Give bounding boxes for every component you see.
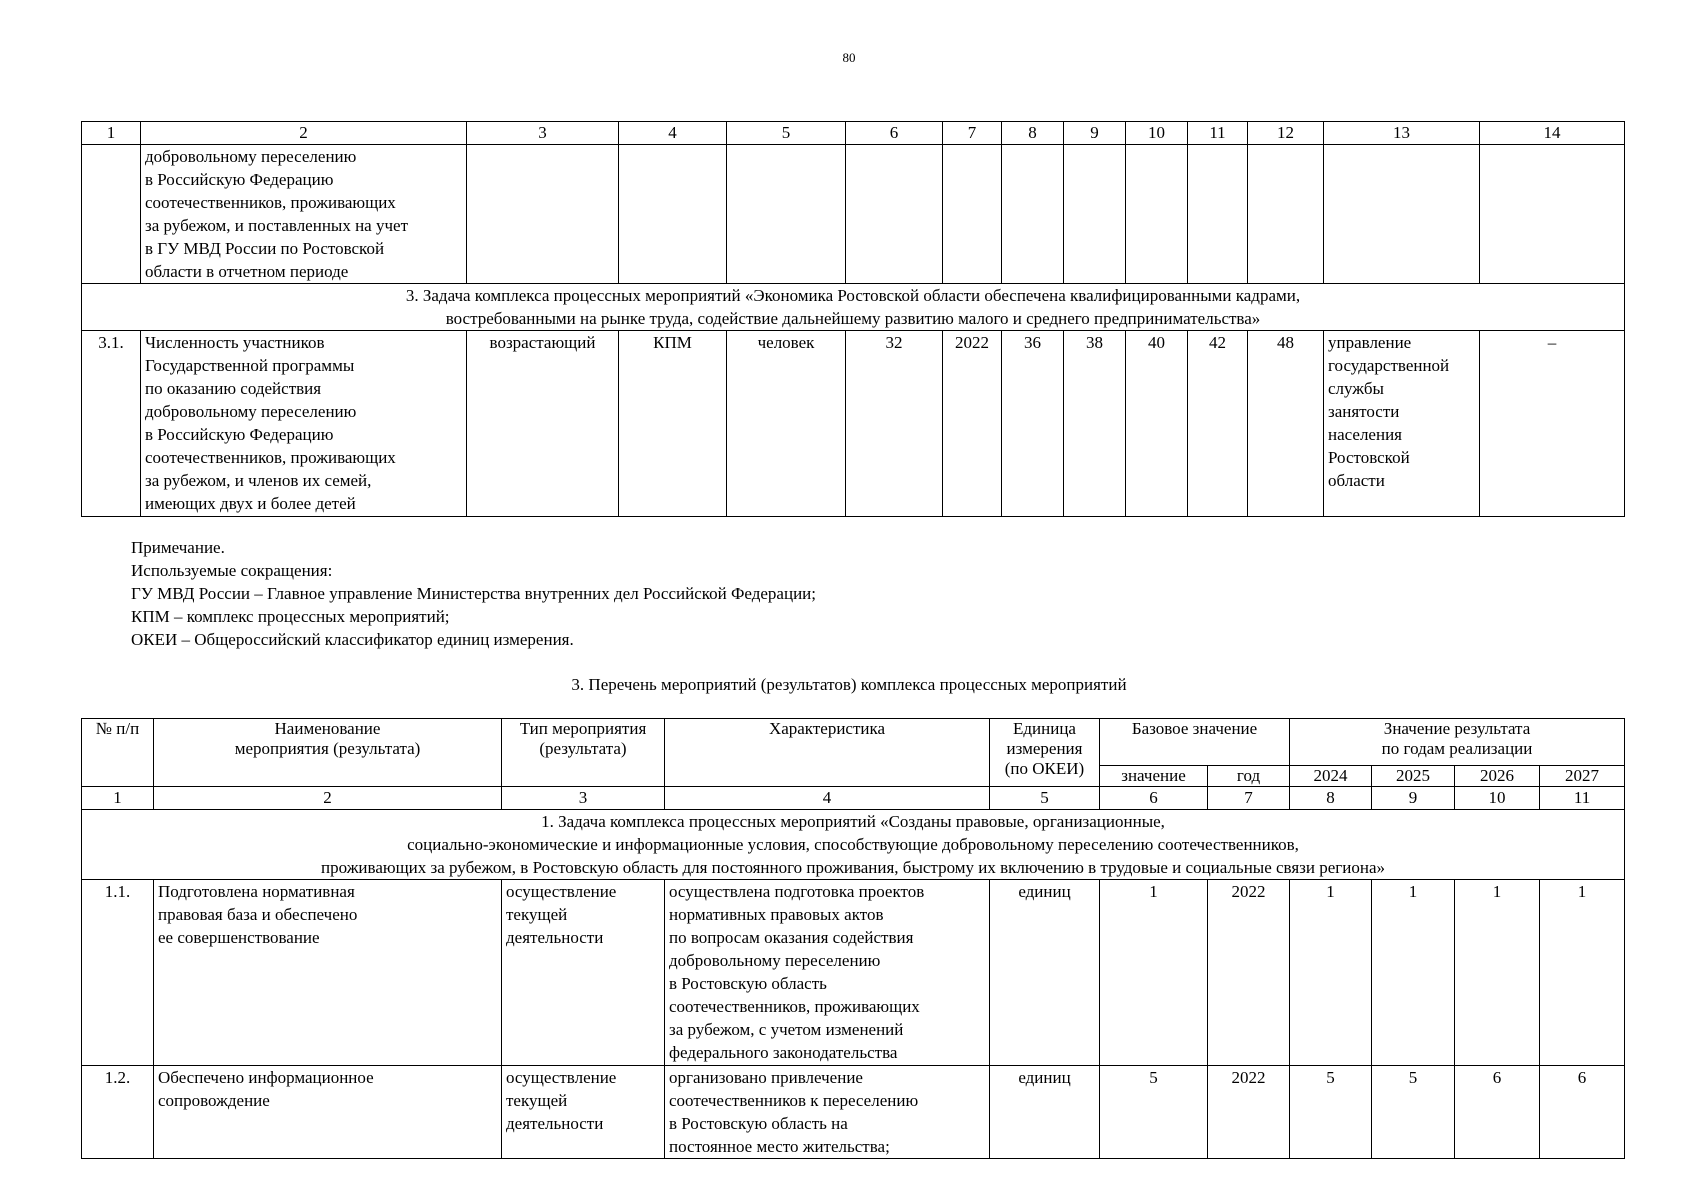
responsible: управление государственной службы занятости населения Ростовской области bbox=[1324, 331, 1480, 517]
direction: возрастающий bbox=[467, 331, 619, 517]
table-row bbox=[82, 1066, 1625, 1159]
column-number-row bbox=[82, 122, 1625, 145]
header-name: Наименование мероприятия (результата) bbox=[154, 719, 502, 787]
column-number: 2 bbox=[154, 787, 502, 810]
task-heading-row bbox=[82, 810, 1625, 880]
value-2024: 5 bbox=[1290, 1066, 1372, 1159]
column-number: 2 bbox=[141, 122, 467, 145]
note-subtitle: Используемые сокращения: bbox=[131, 561, 333, 580]
column-number: 10 bbox=[1126, 122, 1188, 145]
column-number: 1 bbox=[82, 787, 154, 810]
header-characteristic: Характеристика bbox=[665, 719, 990, 787]
column-number: 12 bbox=[1248, 122, 1324, 145]
value-2026: 1 bbox=[1455, 880, 1540, 1066]
column-number: 10 bbox=[1455, 787, 1540, 810]
header-year: 2027 bbox=[1540, 766, 1625, 787]
cell-empty bbox=[1188, 145, 1248, 284]
abbreviation-item: ГУ МВД России – Главное управление Министерства внутренних дел Российской Федерации; bbox=[131, 584, 816, 603]
value-2026: 40 bbox=[1126, 331, 1188, 517]
column-number: 11 bbox=[1188, 122, 1248, 145]
level: КПМ bbox=[619, 331, 727, 517]
column-number: 4 bbox=[619, 122, 727, 145]
indicator-name: добровольному переселению в Российскую Федерацию соотечественников, проживающих за рубежом, и поставленных на учет в ГУ МВД России по Ростовской области в отчетном периоде bbox=[141, 145, 467, 284]
header-base-value: значение bbox=[1100, 766, 1208, 787]
row-number: 3.1. bbox=[82, 331, 141, 517]
column-number: 9 bbox=[1064, 122, 1126, 145]
activity-name: Обеспечено информационное сопровождение bbox=[154, 1066, 502, 1159]
column-number: 6 bbox=[1100, 787, 1208, 810]
indicator-name: Численность участников Государственной программы по оказанию содействия добровольному переселению в Российскую Федерацию соотечественников, проживающих за рубежом, и членов их семей, имеющих двух и более детей bbox=[141, 331, 467, 517]
column-number: 14 bbox=[1480, 122, 1625, 145]
column-number: 7 bbox=[943, 122, 1002, 145]
task-heading-line: социально-экономические и информационные условия, способствующие добровольному переселению соотечественников, bbox=[407, 835, 1299, 854]
task-heading-row bbox=[82, 284, 1625, 331]
unit: единиц bbox=[990, 1066, 1100, 1159]
value-2027: 42 bbox=[1188, 331, 1248, 517]
task-heading-line: востребованными на рынке труда, содействие дальнейшему развитию малого и среднего предпринимательства» bbox=[445, 309, 1261, 328]
section-title: 3. Перечень мероприятий (результатов) комплекса процессных мероприятий bbox=[571, 675, 1127, 694]
base-year: 2022 bbox=[943, 331, 1002, 517]
header-year: 2026 bbox=[1455, 766, 1540, 787]
activity-name: Подготовлена нормативная правовая база и обеспечено ее совершенствование bbox=[154, 880, 502, 1066]
cell-empty bbox=[727, 145, 846, 284]
activity-type: осуществление текущей деятельности bbox=[502, 880, 665, 1066]
table-row bbox=[82, 880, 1625, 1066]
header-base: Базовое значение bbox=[1100, 719, 1290, 766]
header-base-year: год bbox=[1208, 766, 1290, 787]
cell-empty bbox=[1480, 145, 1625, 284]
column-number: 13 bbox=[1324, 122, 1480, 145]
task-heading-line: проживающих за рубежом, в Ростовскую область для постоянного проживания, быстрому их включению в трудовые и социальные связи региона» bbox=[321, 858, 1385, 877]
activity-characteristic: осуществлена подготовка проектов нормативных правовых актов по вопросам оказания содействия добровольному переселению в Ростовскую область соотечественников, проживающих за рубежом, с учетом изменений федерального законодательства bbox=[665, 880, 990, 1066]
column-number: 5 bbox=[727, 122, 846, 145]
base-value: 5 bbox=[1100, 1066, 1208, 1159]
value-2025: 1 bbox=[1372, 880, 1455, 1066]
task-heading bbox=[82, 284, 1625, 331]
header-unit: Единица измерения (по ОКЕИ) bbox=[990, 719, 1100, 787]
value-2027: 6 bbox=[1540, 1066, 1625, 1159]
header-row bbox=[82, 719, 1625, 766]
column-number: 6 bbox=[846, 122, 943, 145]
cell-empty bbox=[467, 145, 619, 284]
page-number: 80 bbox=[842, 50, 856, 65]
header-type: Тип мероприятия (результата) bbox=[502, 719, 665, 787]
header-num: № п/п bbox=[82, 719, 154, 787]
cell-empty bbox=[1248, 145, 1324, 284]
abbreviation-item: ОКЕИ – Общероссийский классификатор единиц измерения. bbox=[131, 630, 574, 649]
column-number: 8 bbox=[1290, 787, 1372, 810]
column-number: 9 bbox=[1372, 787, 1455, 810]
column-number: 3 bbox=[502, 787, 665, 810]
task-heading-line: 1. Задача комплекса процессных мероприятий «Созданы правовые, организационные, bbox=[541, 812, 1165, 831]
value-2025: 5 bbox=[1372, 1066, 1455, 1159]
cell-empty bbox=[846, 145, 943, 284]
value-2027: 1 bbox=[1540, 880, 1625, 1066]
base-year: 2022 bbox=[1208, 880, 1290, 1066]
header-year: 2024 bbox=[1290, 766, 1372, 787]
value-2026: 6 bbox=[1455, 1066, 1540, 1159]
column-number: 1 bbox=[82, 122, 141, 145]
task-heading bbox=[82, 810, 1625, 880]
column-number: 11 bbox=[1540, 787, 1625, 810]
abbreviation-item: КПМ – комплекс процессных мероприятий; bbox=[131, 607, 450, 626]
header-year: 2025 bbox=[1372, 766, 1455, 787]
column-number-row bbox=[82, 787, 1625, 810]
row-number: 1.1. bbox=[82, 880, 154, 1066]
cell-empty bbox=[943, 145, 1002, 284]
table-row bbox=[82, 145, 1625, 284]
column-number: 8 bbox=[1002, 122, 1064, 145]
cell-empty bbox=[1064, 145, 1126, 284]
value-2030: 48 bbox=[1248, 331, 1324, 517]
task-heading-line: 3. Задача комплекса процессных мероприятий «Экономика Ростовской области обеспечена квалифицированными кадрами, bbox=[405, 286, 1301, 305]
note-title: Примечание. bbox=[131, 538, 225, 557]
activity-characteristic: организовано привлечение соотечественников к переселению в Ростовскую область на постоянное место жительства; bbox=[665, 1066, 990, 1159]
base-year: 2022 bbox=[1208, 1066, 1290, 1159]
cell-empty bbox=[82, 145, 141, 284]
row-number: 1.2. bbox=[82, 1066, 154, 1159]
link: – bbox=[1480, 331, 1625, 517]
cell-empty bbox=[1324, 145, 1480, 284]
base-value: 1 bbox=[1100, 880, 1208, 1066]
note-block bbox=[131, 536, 816, 651]
indicators-table bbox=[81, 121, 1625, 517]
column-number: 7 bbox=[1208, 787, 1290, 810]
column-number: 5 bbox=[990, 787, 1100, 810]
value-2024: 36 bbox=[1002, 331, 1064, 517]
column-number: 3 bbox=[467, 122, 619, 145]
unit: единиц bbox=[990, 880, 1100, 1066]
unit: человек bbox=[727, 331, 846, 517]
cell-empty bbox=[1002, 145, 1064, 284]
activities-table bbox=[81, 718, 1625, 1159]
table-row bbox=[82, 331, 1625, 517]
value-2025: 38 bbox=[1064, 331, 1126, 517]
header-result: Значение результата по годам реализации bbox=[1290, 719, 1625, 766]
cell-empty bbox=[1126, 145, 1188, 284]
base-value: 32 bbox=[846, 331, 943, 517]
value-2024: 1 bbox=[1290, 880, 1372, 1066]
column-number: 4 bbox=[665, 787, 990, 810]
activity-type: осуществление текущей деятельности bbox=[502, 1066, 665, 1159]
cell-empty bbox=[619, 145, 727, 284]
